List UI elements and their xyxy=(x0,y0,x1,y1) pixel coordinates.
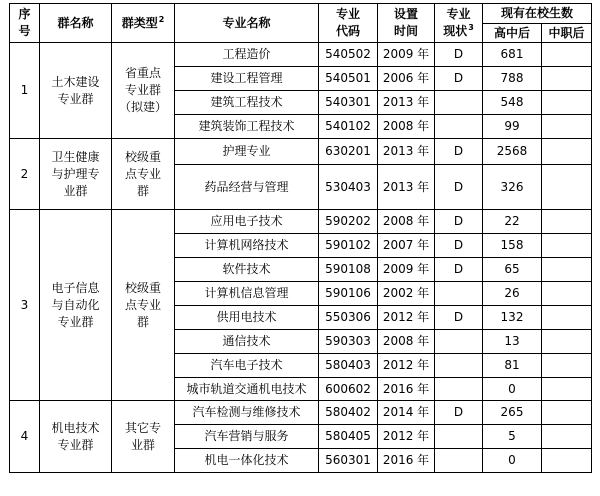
header-seq-line1: 序 xyxy=(18,7,31,21)
enrolled-high: 26 xyxy=(483,282,542,306)
group-name xyxy=(40,210,112,401)
major-name: 软件技术 xyxy=(175,258,319,282)
group-name-line: 专业群 xyxy=(57,437,94,452)
table-row xyxy=(10,401,592,425)
group-name-line: 土木建设 xyxy=(51,74,100,89)
major-code: 580402 xyxy=(319,401,378,425)
major-name: 机电一体化技术 xyxy=(175,449,319,473)
major-year: 2009 年 xyxy=(378,43,435,67)
enrolled-mid xyxy=(542,91,592,115)
header-status-line1: 专业 xyxy=(446,7,471,21)
major-status xyxy=(435,115,483,139)
major-code: 600602 xyxy=(319,378,378,401)
header-group-type-text: 群类型 xyxy=(121,15,158,30)
header-time-line2: 时间 xyxy=(393,24,418,38)
header-code-line2: 代码 xyxy=(335,24,360,38)
group-name-line: 电子信息 xyxy=(51,280,100,295)
group-type-line: （拟建） xyxy=(118,100,167,114)
enrolled-mid xyxy=(542,330,592,354)
enrolled-mid xyxy=(542,306,592,330)
enrolled-mid xyxy=(542,139,592,165)
enrolled-mid xyxy=(542,165,592,210)
group-name-line: 机电技术 xyxy=(51,420,100,435)
major-name: 建筑工程技术 xyxy=(175,91,319,115)
header-group-type xyxy=(112,4,175,43)
major-name: 汽车电子技术 xyxy=(175,354,319,378)
major-status: D xyxy=(435,165,483,210)
major-name: 通信技术 xyxy=(175,330,319,354)
table-row xyxy=(10,210,592,234)
header-status xyxy=(435,4,483,43)
group-type-line: 专业群 xyxy=(124,83,161,97)
major-status xyxy=(435,354,483,378)
major-year: 2006 年 xyxy=(378,67,435,91)
enrolled-mid xyxy=(542,258,592,282)
group-type-line: 校级重 xyxy=(124,280,161,295)
major-status xyxy=(435,91,483,115)
major-status: D xyxy=(435,306,483,330)
group-type-line: 其它专 xyxy=(124,420,161,435)
major-status: D xyxy=(435,401,483,425)
group-type-line: 点专业 xyxy=(124,166,161,181)
group-name xyxy=(40,401,112,473)
enrolled-high: 788 xyxy=(483,67,542,91)
major-year: 2008 年 xyxy=(378,330,435,354)
major-year: 2012 年 xyxy=(378,425,435,449)
major-year: 2012 年 xyxy=(378,354,435,378)
group-seq: 2 xyxy=(10,139,40,210)
major-code: 580405 xyxy=(319,425,378,449)
enrolled-high: 0 xyxy=(483,378,542,401)
table-container xyxy=(9,3,592,473)
group-seq: 4 xyxy=(10,401,40,473)
enrolled-mid xyxy=(542,401,592,425)
enrolled-high: 81 xyxy=(483,354,542,378)
major-code: 630201 xyxy=(319,139,378,165)
major-name: 药品经营与管理 xyxy=(175,165,319,210)
header-seq xyxy=(10,4,40,43)
group-name-line: 业群 xyxy=(63,183,88,198)
enrolled-mid xyxy=(542,354,592,378)
major-code: 540102 xyxy=(319,115,378,139)
header-group-name: 群名称 xyxy=(40,4,112,43)
enrolled-mid xyxy=(542,282,592,306)
major-status xyxy=(435,330,483,354)
enrolled-mid xyxy=(542,115,592,139)
major-code: 550306 xyxy=(319,306,378,330)
enrolled-mid xyxy=(542,425,592,449)
major-status: D xyxy=(435,67,483,91)
major-year: 2007 年 xyxy=(378,234,435,258)
group-name-line: 专业群 xyxy=(57,314,94,329)
enrolled-mid xyxy=(542,234,592,258)
major-status xyxy=(435,425,483,449)
enrolled-mid xyxy=(542,67,592,91)
major-code: 590102 xyxy=(319,234,378,258)
major-year: 2016 年 xyxy=(378,449,435,473)
major-status xyxy=(435,449,483,473)
major-name: 建设工程管理 xyxy=(175,67,319,91)
enrolled-high: 65 xyxy=(483,258,542,282)
enrolled-mid xyxy=(542,449,592,473)
group-type xyxy=(112,401,175,473)
major-status: D xyxy=(435,234,483,258)
header-time xyxy=(378,4,435,43)
major-name: 汽车检测与维修技术 xyxy=(175,401,319,425)
major-year: 2013 年 xyxy=(378,165,435,210)
group-seq: 1 xyxy=(10,43,40,139)
group-type-line: 校级重 xyxy=(124,149,161,164)
major-name: 供用电技术 xyxy=(175,306,319,330)
enrolled-high: 326 xyxy=(483,165,542,210)
major-year: 2016 年 xyxy=(378,378,435,401)
group-name-line: 与护理专 xyxy=(51,166,100,181)
group-type-line: 群 xyxy=(136,314,149,329)
major-name: 城市轨道交通机电技术 xyxy=(175,378,319,401)
major-status: D xyxy=(435,43,483,67)
group-name-line: 与自动化 xyxy=(51,297,100,312)
group-name-line: 卫生健康 xyxy=(51,149,100,164)
group-seq: 3 xyxy=(10,210,40,401)
enrolled-high: 158 xyxy=(483,234,542,258)
major-status: D xyxy=(435,258,483,282)
major-status xyxy=(435,282,483,306)
group-name xyxy=(40,43,112,139)
major-name: 工程造价 xyxy=(175,43,319,67)
enrolled-high: 2568 xyxy=(483,139,542,165)
enrolled-mid xyxy=(542,43,592,67)
major-code: 580403 xyxy=(319,354,378,378)
enrolled-mid xyxy=(542,378,592,401)
group-type xyxy=(112,139,175,210)
table-row xyxy=(10,43,592,67)
enrolled-high: 99 xyxy=(483,115,542,139)
major-year: 2002 年 xyxy=(378,282,435,306)
group-type-line: 点专业 xyxy=(124,297,161,312)
header-high: 高中后 xyxy=(483,24,542,43)
major-code: 540501 xyxy=(319,67,378,91)
enrolled-high: 0 xyxy=(483,449,542,473)
major-year: 2008 年 xyxy=(378,115,435,139)
enrolled-high: 13 xyxy=(483,330,542,354)
major-year: 2013 年 xyxy=(378,91,435,115)
group-type-line: 群 xyxy=(136,183,149,198)
major-year: 2008 年 xyxy=(378,210,435,234)
major-name: 护理专业 xyxy=(175,139,319,165)
enrolled-high: 265 xyxy=(483,401,542,425)
major-code: 560301 xyxy=(319,449,378,473)
major-name: 应用电子技术 xyxy=(175,210,319,234)
major-code: 530403 xyxy=(319,165,378,210)
major-code: 590202 xyxy=(319,210,378,234)
table-row xyxy=(10,139,592,165)
enrolled-high: 5 xyxy=(483,425,542,449)
header-status-sup: 3 xyxy=(468,23,474,32)
enrolled-mid xyxy=(542,210,592,234)
major-status: D xyxy=(435,139,483,165)
enrolled-high: 548 xyxy=(483,91,542,115)
major-name: 建筑装饰工程技术 xyxy=(175,115,319,139)
major-year: 2013 年 xyxy=(378,139,435,165)
major-name: 计算机信息管理 xyxy=(175,282,319,306)
major-code: 590303 xyxy=(319,330,378,354)
major-status: D xyxy=(435,210,483,234)
header-status-line2: 现状 xyxy=(443,24,468,38)
header-group-type-sup: 2 xyxy=(158,14,165,24)
major-year: 2014 年 xyxy=(378,401,435,425)
header-mid: 中职后 xyxy=(542,24,592,43)
group-type xyxy=(112,210,175,401)
major-code: 590108 xyxy=(319,258,378,282)
group-type xyxy=(112,43,175,139)
header-enrolled: 现有在校生数 xyxy=(483,4,592,24)
major-group-table xyxy=(9,3,592,473)
header-row-1 xyxy=(10,4,592,24)
enrolled-high: 22 xyxy=(483,210,542,234)
major-code: 540301 xyxy=(319,91,378,115)
group-type-line: 省重点 xyxy=(124,66,161,80)
major-year: 2012 年 xyxy=(378,306,435,330)
group-name-line: 专业群 xyxy=(57,91,94,106)
header-code-line1: 专业 xyxy=(335,7,360,21)
group-name xyxy=(40,139,112,210)
major-status xyxy=(435,378,483,401)
major-year: 2009 年 xyxy=(378,258,435,282)
major-code: 590106 xyxy=(319,282,378,306)
header-time-line1: 设置 xyxy=(393,7,418,21)
major-code: 540502 xyxy=(319,43,378,67)
header-code xyxy=(319,4,378,43)
group-type-line: 业群 xyxy=(130,437,155,452)
header-seq-line2: 号 xyxy=(18,24,31,38)
enrolled-high: 681 xyxy=(483,43,542,67)
header-major-name: 专业名称 xyxy=(175,4,319,43)
major-name: 汽车营销与服务 xyxy=(175,425,319,449)
major-name: 计算机网络技术 xyxy=(175,234,319,258)
enrolled-high: 132 xyxy=(483,306,542,330)
